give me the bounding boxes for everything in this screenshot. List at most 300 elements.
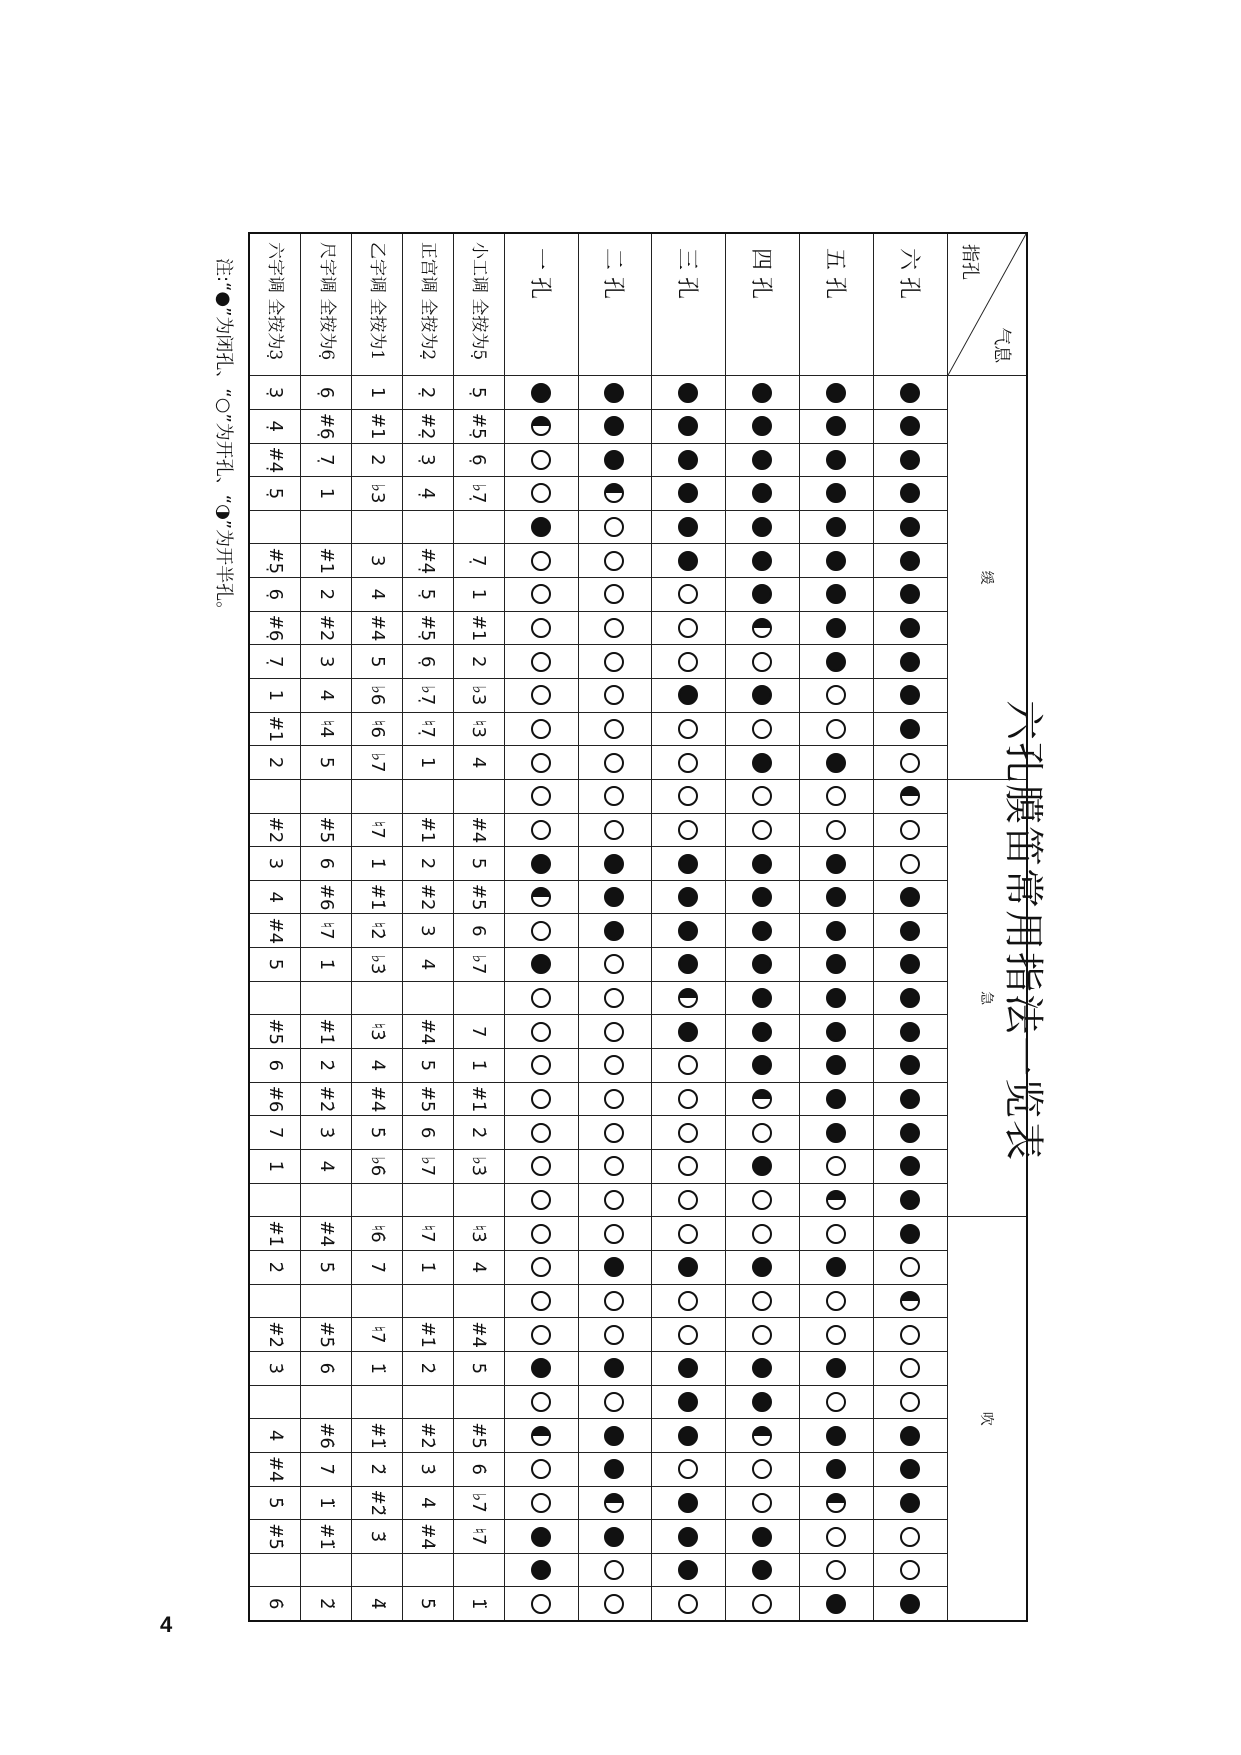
open-hole-icon <box>678 1190 698 1210</box>
open-hole-icon <box>752 1493 772 1513</box>
note-cell: #2 <box>301 611 352 645</box>
note-cell: 3̇ <box>403 1452 454 1486</box>
open-hole-icon <box>531 483 551 503</box>
breath-header-row <box>948 233 1028 1621</box>
note-cell <box>352 1284 403 1318</box>
hole-cell <box>726 712 800 746</box>
tone-row-label: 尺字调 全按为6̣ <box>301 233 352 376</box>
hole-cell <box>874 1183 948 1217</box>
hole-cell <box>652 746 726 780</box>
hole-cell <box>874 679 948 713</box>
closed-hole-icon <box>826 854 846 874</box>
half-hole-icon <box>900 786 920 806</box>
closed-hole-icon <box>531 383 551 403</box>
note-cell: #5 <box>249 1015 301 1049</box>
open-hole-icon <box>826 1291 846 1311</box>
open-hole-icon <box>826 1392 846 1412</box>
closed-hole-icon <box>826 1459 846 1479</box>
hole-cell <box>504 779 578 813</box>
tone-row <box>301 233 352 1621</box>
open-hole-icon <box>531 450 551 470</box>
hole-cell <box>874 1553 948 1587</box>
hole-cell <box>504 1351 578 1385</box>
note-cell: 3 <box>403 914 454 948</box>
note-cell: 3 <box>301 645 352 679</box>
note-cell <box>249 1183 301 1217</box>
closed-hole-icon <box>678 1560 698 1580</box>
note-cell <box>453 1385 504 1419</box>
note-cell <box>352 510 403 544</box>
note-cell: 1 <box>352 376 403 410</box>
note-cell: #1 <box>249 712 301 746</box>
note-cell: #5̣ <box>453 409 504 443</box>
hole-cell <box>652 1015 726 1049</box>
note-cell: 3 <box>352 544 403 578</box>
hole-cell <box>800 645 874 679</box>
note-cell: 1̇ <box>352 847 403 881</box>
note-cell: 5̣ <box>403 578 454 612</box>
hole-cell <box>652 376 726 410</box>
hole-cell <box>726 578 800 612</box>
note-cell: 5 <box>352 645 403 679</box>
hole-cell <box>800 813 874 847</box>
closed-hole-icon <box>826 1123 846 1143</box>
hole-cell <box>874 1082 948 1116</box>
hole-cell <box>504 813 578 847</box>
note-cell: 6 <box>301 847 352 881</box>
closed-hole-icon <box>826 517 846 537</box>
open-hole-icon <box>900 1257 920 1277</box>
note-cell <box>352 1385 403 1419</box>
half-hole-icon <box>752 1426 772 1446</box>
note-cell: #4̇ <box>301 1217 352 1251</box>
hole-cell <box>874 1385 948 1419</box>
note-cell: ♭7̣ <box>403 679 454 713</box>
note-cell: #1̇ <box>249 1217 301 1251</box>
closed-hole-icon <box>605 1459 625 1479</box>
hole-cell <box>726 1116 800 1150</box>
open-hole-icon <box>678 820 698 840</box>
open-hole-icon <box>531 988 551 1008</box>
closed-hole-icon <box>826 1257 846 1277</box>
open-hole-icon <box>826 719 846 739</box>
hole-cell <box>652 1183 726 1217</box>
hole-cell <box>504 1015 578 1049</box>
closed-hole-icon <box>900 652 920 672</box>
note-cell <box>301 779 352 813</box>
note-cell: 3 <box>249 847 301 881</box>
hole-cell <box>726 948 800 982</box>
hole-cell <box>726 779 800 813</box>
note-cell: #5 <box>453 880 504 914</box>
hole-cell <box>800 544 874 578</box>
note-cell <box>301 1385 352 1419</box>
closed-hole-icon <box>752 921 772 941</box>
hole-cell <box>726 1452 800 1486</box>
hole-cell <box>726 1217 800 1251</box>
hole-cell <box>578 1082 652 1116</box>
closed-hole-icon <box>900 1594 920 1614</box>
hole-cell <box>504 1419 578 1453</box>
closed-hole-icon <box>678 517 698 537</box>
hole-cell <box>652 1049 726 1083</box>
closed-hole-icon <box>605 1527 625 1547</box>
half-hole-icon <box>678 988 698 1008</box>
half-hole-icon <box>752 618 772 638</box>
hole-cell <box>652 1318 726 1352</box>
hole-row-label: 六 孔 <box>874 233 948 376</box>
note-cell: 6 <box>453 914 504 948</box>
closed-hole-icon <box>900 1022 920 1042</box>
note-cell: 3̇ <box>249 1351 301 1385</box>
note-cell: #1 <box>301 544 352 578</box>
hole-row-label: 四 孔 <box>726 233 800 376</box>
hole-cell <box>874 611 948 645</box>
note-cell: 2̣ <box>403 376 454 410</box>
note-cell: 7 <box>249 1116 301 1150</box>
hole-cell <box>726 1284 800 1318</box>
open-hole-icon <box>605 1560 625 1580</box>
closed-hole-icon <box>826 652 846 672</box>
hole-cell <box>652 1385 726 1419</box>
hole-cell <box>800 948 874 982</box>
hole-cell <box>652 1149 726 1183</box>
note-cell <box>453 981 504 1015</box>
hole-cell <box>578 611 652 645</box>
hole-cell <box>874 645 948 679</box>
open-hole-icon <box>531 685 551 705</box>
closed-hole-icon <box>900 1123 920 1143</box>
hole-cell <box>578 679 652 713</box>
open-hole-icon <box>605 652 625 672</box>
note-cell: 7̇ <box>301 1452 352 1486</box>
open-hole-icon <box>531 652 551 672</box>
hole-cell <box>652 510 726 544</box>
open-hole-icon <box>531 584 551 604</box>
note-cell: ♮3̇ <box>352 1015 403 1049</box>
open-hole-icon <box>826 1527 846 1547</box>
hole-cell <box>578 981 652 1015</box>
note-cell <box>403 1284 454 1318</box>
hole-cell <box>726 376 800 410</box>
note-cell: 1̈ <box>352 1351 403 1385</box>
closed-hole-icon <box>678 1493 698 1513</box>
open-hole-icon <box>605 517 625 537</box>
open-hole-icon <box>900 1392 920 1412</box>
closed-hole-icon <box>900 1426 920 1446</box>
tone-row <box>352 233 403 1621</box>
note-cell <box>403 779 454 813</box>
open-hole-icon <box>605 1055 625 1075</box>
hole-cell <box>578 477 652 511</box>
note-cell: 6̣ <box>249 578 301 612</box>
note-cell: #1̇ <box>403 1318 454 1352</box>
hole-cell <box>726 880 800 914</box>
note-cell: #1̈ <box>301 1520 352 1554</box>
closed-hole-icon <box>678 887 698 907</box>
open-hole-icon <box>678 1089 698 1109</box>
hole-cell <box>578 1183 652 1217</box>
open-hole-icon <box>826 820 846 840</box>
hole-cell <box>726 1587 800 1621</box>
note-cell: ♮3 <box>453 712 504 746</box>
note-cell: 5̇ <box>301 1251 352 1285</box>
hole-cell <box>652 847 726 881</box>
hole-cell <box>726 1082 800 1116</box>
open-hole-icon <box>605 618 625 638</box>
closed-hole-icon <box>900 517 920 537</box>
hole-cell <box>726 914 800 948</box>
note-cell: 5 <box>403 1049 454 1083</box>
note-cell <box>352 981 403 1015</box>
hole-cell <box>578 880 652 914</box>
hole-cell <box>800 443 874 477</box>
note-cell: ♭3 <box>453 679 504 713</box>
note-cell: 1 <box>301 477 352 511</box>
closed-hole-icon <box>678 685 698 705</box>
closed-hole-icon <box>531 1358 551 1378</box>
note-cell: #1̈ <box>352 1419 403 1453</box>
note-cell: 7 <box>453 1015 504 1049</box>
open-hole-icon <box>605 551 625 571</box>
hole-cell <box>800 1318 874 1352</box>
hole-cell <box>874 409 948 443</box>
hole-cell <box>578 813 652 847</box>
hole-cell <box>800 712 874 746</box>
hole-cell <box>504 1385 578 1419</box>
closed-hole-icon <box>678 954 698 974</box>
note-cell: 6̇ <box>249 1587 301 1621</box>
note-cell: ♮7̇ <box>453 1520 504 1554</box>
tone-row-label: 正宫调 全按为2̣ <box>403 233 454 376</box>
note-cell: 6̣ <box>453 443 504 477</box>
note-cell: 1̇ <box>453 1049 504 1083</box>
closed-hole-icon <box>826 416 846 436</box>
hole-cell <box>726 1486 800 1520</box>
hole-cell <box>726 981 800 1015</box>
closed-hole-icon <box>678 1022 698 1042</box>
note-cell <box>453 1553 504 1587</box>
closed-hole-icon <box>752 854 772 874</box>
note-cell: 4̈ <box>352 1587 403 1621</box>
open-hole-icon <box>531 1123 551 1143</box>
note-cell: ♮2̇ <box>352 914 403 948</box>
open-hole-icon <box>531 1089 551 1109</box>
note-cell: #5̇ <box>249 1520 301 1554</box>
hole-cell <box>874 1015 948 1049</box>
closed-hole-icon <box>678 854 698 874</box>
closed-hole-icon <box>531 517 551 537</box>
closed-hole-icon <box>752 1527 772 1547</box>
note-cell: ♭3 <box>352 477 403 511</box>
hole-cell <box>652 1553 726 1587</box>
hole-cell <box>578 544 652 578</box>
hole-cell <box>578 1385 652 1419</box>
note-cell: 2 <box>301 578 352 612</box>
closed-hole-icon <box>900 1190 920 1210</box>
note-cell: 4̇ <box>403 1486 454 1520</box>
open-hole-icon <box>752 1325 772 1345</box>
open-hole-icon <box>531 1493 551 1513</box>
hole-cell <box>578 1587 652 1621</box>
open-hole-icon <box>752 786 772 806</box>
closed-hole-icon <box>752 584 772 604</box>
hole-cell <box>652 813 726 847</box>
note-cell: 1 <box>403 746 454 780</box>
note-cell: 2 <box>249 746 301 780</box>
hole-cell <box>652 1452 726 1486</box>
closed-hole-icon <box>752 416 772 436</box>
note-cell: ♮6̇ <box>352 1217 403 1251</box>
note-cell: #4̇ <box>249 1452 301 1486</box>
note-cell: 5̣ <box>249 477 301 511</box>
note-cell: 7̣ <box>301 443 352 477</box>
note-cell: 2̇ <box>301 1049 352 1083</box>
hole-cell <box>800 746 874 780</box>
hole-cell <box>504 1452 578 1486</box>
open-hole-icon <box>826 1325 846 1345</box>
open-hole-icon <box>605 1089 625 1109</box>
hole-cell <box>726 1251 800 1285</box>
open-hole-icon <box>531 921 551 941</box>
closed-hole-icon <box>605 854 625 874</box>
open-hole-icon <box>900 753 920 773</box>
note-cell <box>403 1553 454 1587</box>
hole-cell <box>578 510 652 544</box>
hole-cell <box>578 1149 652 1183</box>
hole-row <box>726 233 800 1621</box>
note-cell: #4 <box>403 1015 454 1049</box>
note-cell: 4 <box>403 948 454 982</box>
open-hole-icon <box>678 584 698 604</box>
open-hole-icon <box>531 618 551 638</box>
note-cell <box>453 1183 504 1217</box>
note-cell <box>249 1385 301 1419</box>
closed-hole-icon <box>900 1459 920 1479</box>
hole-cell <box>578 746 652 780</box>
hole-cell <box>726 679 800 713</box>
closed-hole-icon <box>900 954 920 974</box>
closed-hole-icon <box>678 450 698 470</box>
open-hole-icon <box>531 719 551 739</box>
half-hole-icon <box>531 887 551 907</box>
closed-hole-icon <box>900 618 920 638</box>
open-hole-icon <box>605 1156 625 1176</box>
hole-cell <box>578 645 652 679</box>
open-hole-icon <box>531 1022 551 1042</box>
closed-hole-icon <box>900 887 920 907</box>
hole-cell <box>652 712 726 746</box>
hole-cell <box>652 443 726 477</box>
hole-cell <box>652 779 726 813</box>
hole-cell <box>578 1251 652 1285</box>
open-hole-icon <box>678 719 698 739</box>
note-cell: 6̇ <box>453 1452 504 1486</box>
note-cell <box>453 1284 504 1318</box>
open-hole-icon <box>900 1325 920 1345</box>
hole-cell <box>504 443 578 477</box>
open-hole-icon <box>531 753 551 773</box>
half-hole-icon <box>900 1291 920 1311</box>
hole-cell <box>800 1116 874 1150</box>
note-cell <box>453 779 504 813</box>
breath-group-1: 急 <box>948 779 1028 1217</box>
open-hole-icon <box>678 618 698 638</box>
hole-cell <box>504 645 578 679</box>
hole-cell <box>726 813 800 847</box>
hole-cell <box>874 779 948 813</box>
closed-hole-icon <box>826 1594 846 1614</box>
closed-hole-icon <box>826 1089 846 1109</box>
half-hole-icon <box>605 483 625 503</box>
hole-cell <box>652 1251 726 1285</box>
hole-cell <box>726 1385 800 1419</box>
hole-cell <box>578 1049 652 1083</box>
hole-cell <box>578 1452 652 1486</box>
corner-label-holes: 指孔 <box>959 244 980 280</box>
hole-cell <box>652 477 726 511</box>
open-hole-icon <box>678 1594 698 1614</box>
closed-hole-icon <box>752 450 772 470</box>
half-hole-icon <box>605 1493 625 1513</box>
hole-cell <box>874 1351 948 1385</box>
hole-cell <box>874 1520 948 1554</box>
note-cell: #6̣ <box>301 409 352 443</box>
hole-cell <box>578 1116 652 1150</box>
note-cell: #4̣ <box>249 443 301 477</box>
hole-cell <box>504 477 578 511</box>
closed-hole-icon <box>826 483 846 503</box>
hole-cell <box>578 779 652 813</box>
note-cell: 7̣ <box>249 645 301 679</box>
open-hole-icon <box>900 854 920 874</box>
note-cell: ♭7 <box>403 1149 454 1183</box>
tone-row-label: 乙字调 全按为1 <box>352 233 403 376</box>
hole-cell <box>504 1284 578 1318</box>
hole-cell <box>578 1284 652 1318</box>
note-cell: #6̣ <box>249 611 301 645</box>
hole-cell <box>800 1486 874 1520</box>
hole-row-label: 五 孔 <box>800 233 874 376</box>
note-cell: 1̇ <box>249 1149 301 1183</box>
note-cell: 4̇ <box>301 1149 352 1183</box>
note-cell <box>403 1385 454 1419</box>
open-hole-icon <box>531 820 551 840</box>
closed-hole-icon <box>678 551 698 571</box>
open-hole-icon <box>605 988 625 1008</box>
hole-cell <box>652 544 726 578</box>
closed-hole-icon <box>678 1527 698 1547</box>
note-cell <box>352 1183 403 1217</box>
note-cell: 6̇ <box>301 1351 352 1385</box>
hole-cell <box>874 948 948 982</box>
open-hole-icon <box>752 820 772 840</box>
hole-cell <box>800 914 874 948</box>
hole-cell <box>800 1183 874 1217</box>
note-cell: 4 <box>352 578 403 612</box>
hole-row-label: 一 孔 <box>504 233 578 376</box>
hole-cell <box>874 1419 948 1453</box>
note-cell: ♭7̣ <box>453 477 504 511</box>
hole-cell <box>874 477 948 511</box>
corner-label-breath: 气息 <box>991 327 1012 364</box>
note-cell: #5 <box>403 1082 454 1116</box>
closed-hole-icon <box>752 1022 772 1042</box>
note-cell: ♭7̇ <box>453 1486 504 1520</box>
closed-hole-icon <box>605 887 625 907</box>
note-cell: 4 <box>301 679 352 713</box>
closed-hole-icon <box>900 383 920 403</box>
